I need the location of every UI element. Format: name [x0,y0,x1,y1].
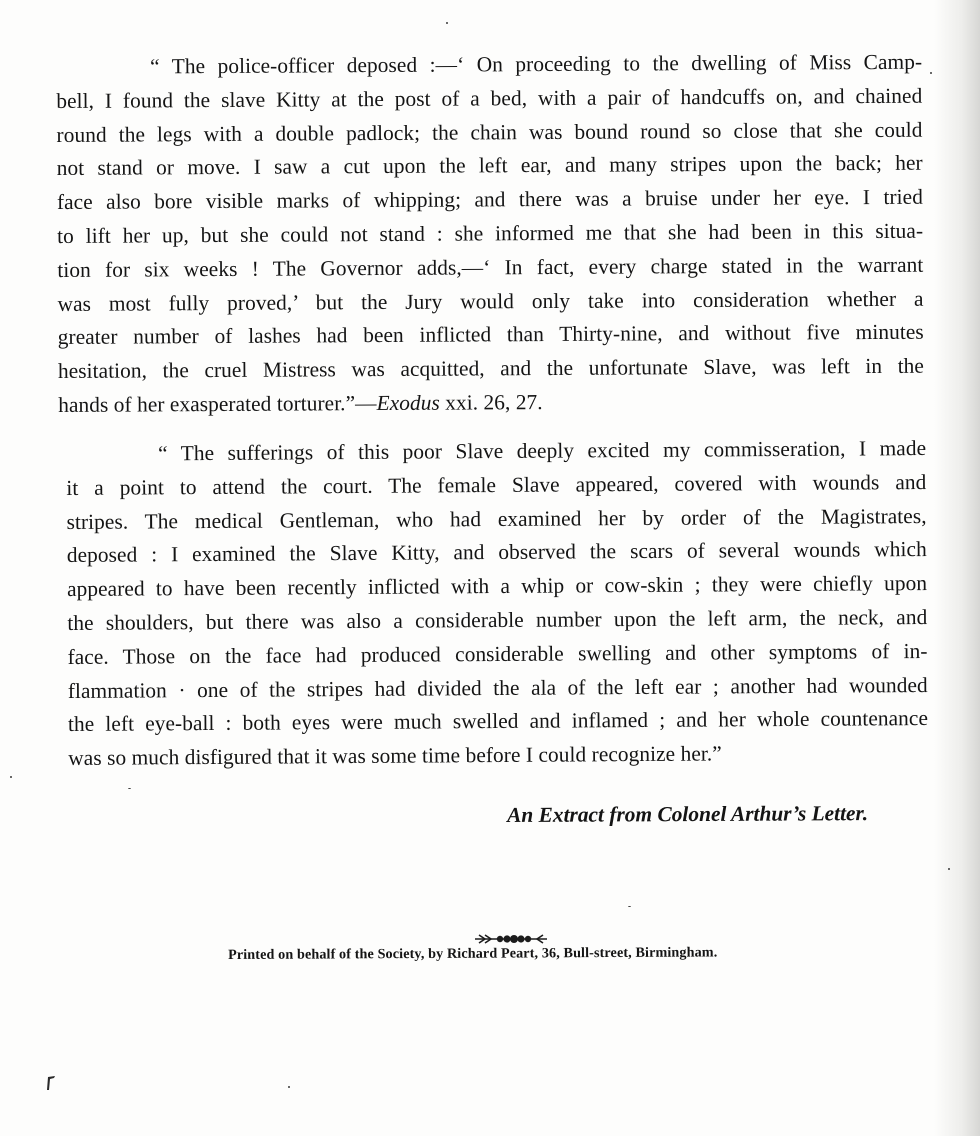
text-line: deposed : I examined the Slave Kitty, and observed the scars of several wounds which [66,537,927,568]
paragraph-medical-testimony [66,432,928,776]
citation-reference: xxi. 26, 27. [439,390,543,415]
paper-speck [288,1086,290,1088]
text-line: the left eye-ball : both eyes were much swelled and inflamed ; and her whole countenance [67,706,929,737]
text-line: was most fully proved,’ but the Jury would only take into consideration whether a [57,286,924,316]
paper-speck [948,868,950,870]
paper-speck [10,776,12,778]
text-line: “ The sufferings of this poor Slave deeply excited my commisseration, I made [158,435,927,466]
paper-speck [930,72,932,74]
paragraph-police-testimony [56,46,924,423]
text-line: round the legs with a double padlock; the chain was bound round so close that she could [56,117,923,147]
text-line-last: was so much disfigured that it was some time before I could recognize her.” [68,741,722,771]
ink-blot-icon [44,1074,58,1092]
paper-speck [628,906,631,907]
letter-attribution: An Extract from Colonel Arthur’s Letter. [507,801,869,827]
text-line: greater number of lashes had been inflicted than Thirty-nine, and without five minutes [57,320,924,350]
citation-book: Exodus [376,390,440,416]
text-line: “ The police-officer deposed :—‘ On proceeding to the dwelling of Miss Camp- [150,49,923,79]
text-line-last [58,384,924,423]
text-line: it a point to attend the court. The female Slave appeared, covered with wounds and [66,469,927,500]
text-line: the shoulders, but there was also a considerable number upon the left arm, the neck, and [67,604,928,635]
paper-speck [128,788,131,789]
text-line: stripes. The medical Gentleman, who had examined her by order of the Magistrates, [66,503,927,534]
text-line: flammation · one of the stripes had divided the ala of the left ear ; another had wounded [67,672,928,703]
text-line: hesitation, the cruel Mistress was acquitted, and the unfortunate Slave, was left in the [57,353,925,384]
printer-imprint: Printed on behalf of the Society, by Richard Peart, 36, Bull-street, Birmingham. [228,944,718,963]
text-line: appeared to have been recently inflicted with a whip or cow-skin ; they were chiefly upon [66,571,928,602]
text-line: tion for six weeks ! The Governor adds,—‘ In fact, every charge stated in the warrant [57,252,924,282]
page-edge-shadow [934,0,980,1136]
paper-speck [446,22,448,24]
text-line: face. Those on the face had produced considerable swelling and other symptoms of in- [67,638,928,669]
text-line: not stand or move. I saw a cut upon the left ear, and many stripes upon the back; her [56,151,923,181]
text-line: bell, I found the slave Kitty at the post of a bed, with a pair of handcuffs on, and chained [56,83,923,113]
text-line: to lift her up, but she could not stand : she informed me that she had been in this situa- [57,218,924,248]
last-line-text: hands of her exasperated torturer.”— [58,391,377,417]
text-line: face also bore visible marks of whipping; and there was a bruise under her eye. I tried [56,184,923,215]
